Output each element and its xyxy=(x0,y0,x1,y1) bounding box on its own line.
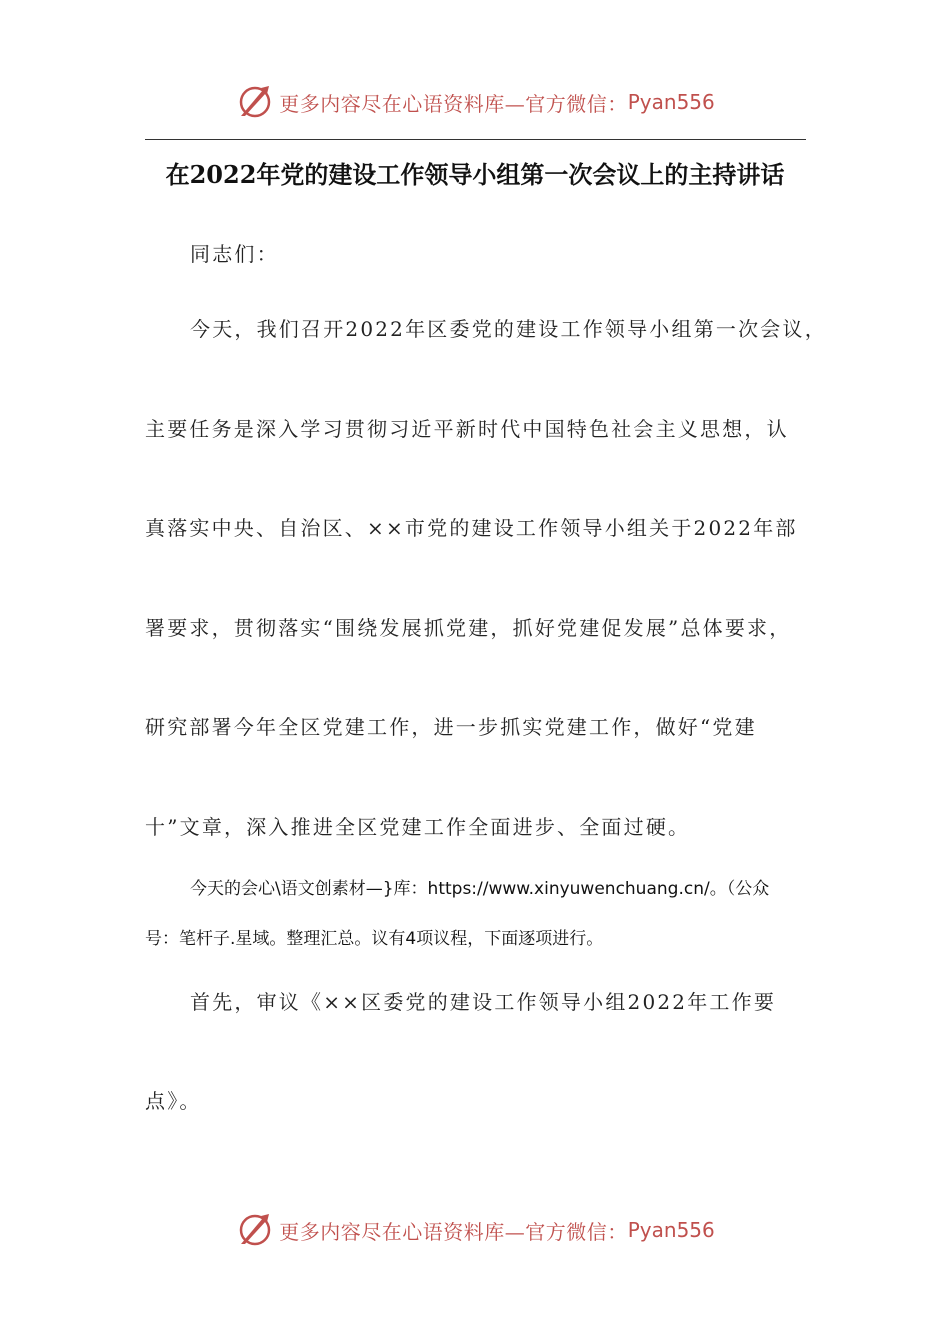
header-watermark xyxy=(0,80,950,124)
greeting: 同志们： xyxy=(190,242,279,266)
footer-watermark xyxy=(0,1208,950,1252)
watermark-wechat: Pyan556 xyxy=(627,90,715,114)
watermark-text: 更多内容尽在心语资料库—官方微信： xyxy=(279,91,628,116)
source-note-line: 今天的会心\语文创素材—}库：https://www.xinyuwenchuang.cn/。（公众 xyxy=(190,879,770,899)
paragraph-line: 点》。 xyxy=(145,1089,202,1113)
source-note-line: 号：笔杆子.星域。整理汇总。议有4项议程，下面逐项进行。 xyxy=(145,929,604,949)
watermark-wechat: Pyan556 xyxy=(627,1218,715,1242)
paragraph-line: 研究部署今年全区党建工作，进一步抓实党建工作，做好“党建 xyxy=(145,715,757,739)
paragraph-line: 主要任务是深入学习贯彻习近平新时代中国特色社会主义思想，认 xyxy=(145,417,789,441)
paragraph-line: 今天，我们召开2022年区委党的建设工作领导小组第一次会议， xyxy=(190,317,827,341)
paragraph-line: 首先，审议《××区委党的建设工作领导小组2022年工作要 xyxy=(190,990,777,1014)
quill-logo-icon xyxy=(235,82,275,122)
paragraph-line: 真落实中央、自治区、××市党的建设工作领导小组关于2022年部 xyxy=(145,516,798,540)
paragraph-line: 署要求，贯彻落实“围绕发展抓党建，抓好党建促发展”总体要求， xyxy=(145,616,792,640)
header-rule xyxy=(145,139,806,140)
quill-logo-icon xyxy=(235,1210,275,1250)
watermark-text: 更多内容尽在心语资料库—官方微信： xyxy=(279,1219,628,1244)
document-title: 在2022年党的建设工作领导小组第一次会议上的主持讲话 xyxy=(165,160,785,189)
paragraph-line: 十”文章，深入推进全区党建工作全面进步、全面过硬。 xyxy=(145,815,691,839)
